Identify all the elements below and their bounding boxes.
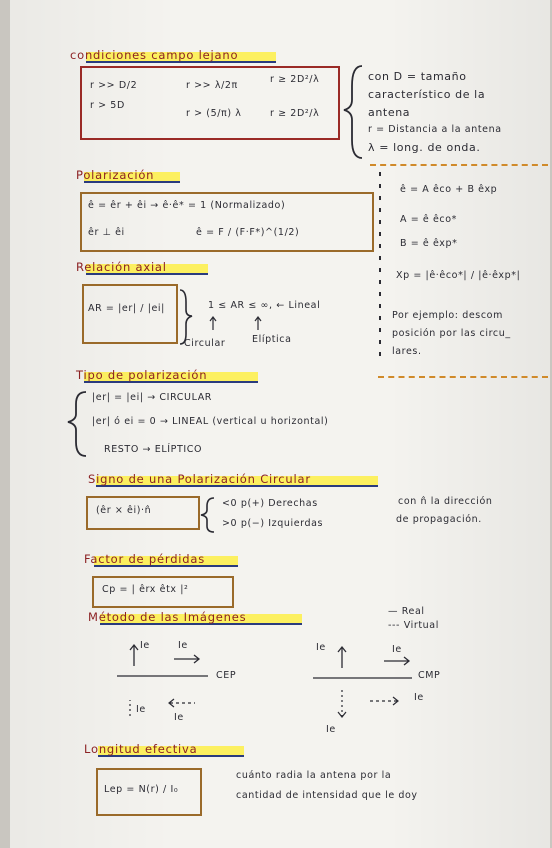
axial-range: 1 ≤ AR ≤ ∞, ← Lineal: [208, 300, 321, 311]
losses-formula: Cp = | êrx êtx |²: [102, 584, 189, 595]
far-field-cond6: r ≥ 2D²/λ: [270, 108, 320, 119]
sign-right1: con n̂ la dirección: [398, 496, 493, 507]
axial-formula: AR = |er| / |ei|: [88, 303, 165, 314]
far-field-note2: característico de la: [368, 88, 486, 101]
far-field-cond5: r > (5/π) λ: [186, 108, 242, 119]
polarization-right5: Por ejemplo: descom: [392, 310, 503, 321]
polarization-right4: Xp = |ê·êco*| / |ê·êxp*|: [396, 270, 521, 281]
images-legend-real: — Real: [388, 606, 425, 617]
images-ie-label: Ie: [174, 712, 184, 723]
far-field-cond4: r > 5D: [90, 100, 125, 111]
images-ie-label: Ie: [136, 704, 146, 715]
sign-right2: de propagación.: [396, 514, 482, 525]
axial-elliptic: Elíptica: [252, 334, 292, 345]
polarization-right7: lares.: [392, 346, 422, 357]
sign-title: Signo de una Polarización Circular: [88, 472, 311, 486]
images-ie-label: Ie: [316, 642, 326, 653]
images-ie-label: Ie: [178, 640, 188, 651]
polarization-right1: ê = A êco + B êxp: [400, 184, 498, 195]
polarization-right3: B = ê êxp*: [400, 238, 458, 249]
polarization-right2: A = ê êco*: [400, 214, 457, 225]
brace-sign: [201, 498, 214, 532]
polarization-eq2: êr ⊥ êi: [88, 227, 125, 238]
far-field-cond3: r ≥ 2D²/λ: [270, 74, 320, 85]
axial-title: Relación axial: [76, 260, 167, 274]
types-title: Tipo de polarización: [76, 368, 208, 382]
length-formula: Lep = N(r) / I₀: [104, 784, 179, 795]
images-cep-label: CEP: [216, 670, 237, 681]
types-line1: |er| = |ei| → CIRCULAR: [92, 392, 212, 403]
dashed-divider: [370, 164, 548, 166]
axial-circular: Circular: [184, 338, 226, 349]
polarization-eq1: ê = êr + êi → ê·ê* = 1 (Normalizado): [88, 200, 286, 211]
far-field-note1: con D = tamaño: [368, 70, 467, 83]
far-field-note4: r = Distancia a la antena: [368, 124, 502, 135]
sign-line2: >0 p(−) Izquierdas: [222, 518, 324, 529]
types-line2: |er| ó ei = 0 → LINEAL (vertical u horizontal): [92, 416, 329, 427]
length-desc2: cantidad de intensidad que le doy: [236, 790, 418, 801]
far-field-cond2: r >> λ/2π: [186, 80, 238, 91]
brace-axial: [180, 290, 192, 344]
length-desc1: cuánto radia la antena por la: [236, 770, 392, 781]
axial-box: [82, 284, 178, 344]
brace-far-field: [344, 66, 362, 158]
sign-line1: <0 p(+) Derechas: [222, 498, 318, 509]
far-field-note3: antena: [368, 106, 411, 119]
images-cmp-label: CMP: [418, 670, 441, 681]
brace-types: [68, 392, 86, 456]
images-ie-label: Ie: [414, 692, 424, 703]
polarization-right6: posición por las circu_: [392, 328, 511, 339]
far-field-note5: λ = long. de onda.: [368, 141, 481, 154]
dashed-divider: [378, 376, 548, 378]
losses-title: Factor de pérdidas: [84, 552, 206, 566]
polarization-eq3: ê = F / (F·F*)^(1/2): [196, 227, 300, 238]
types-line3: RESTO → ELÍPTICO: [104, 444, 203, 455]
far-field-cond1: r >> D/2: [90, 80, 138, 91]
images-title: Método de las Imágenes: [88, 610, 247, 624]
images-legend-virtual: --- Virtual: [388, 620, 439, 631]
sign-formula: (êr × êi)·n̂: [96, 505, 152, 516]
images-ie-label: Ie: [140, 640, 150, 651]
length-title: Longitud efectiva: [84, 742, 198, 756]
far-field-title: condiciones campo lejano: [70, 48, 239, 62]
images-ie-label: Ie: [392, 644, 402, 655]
images-ie-label: Ie: [326, 724, 336, 735]
polarization-title: Polarización: [76, 168, 155, 182]
